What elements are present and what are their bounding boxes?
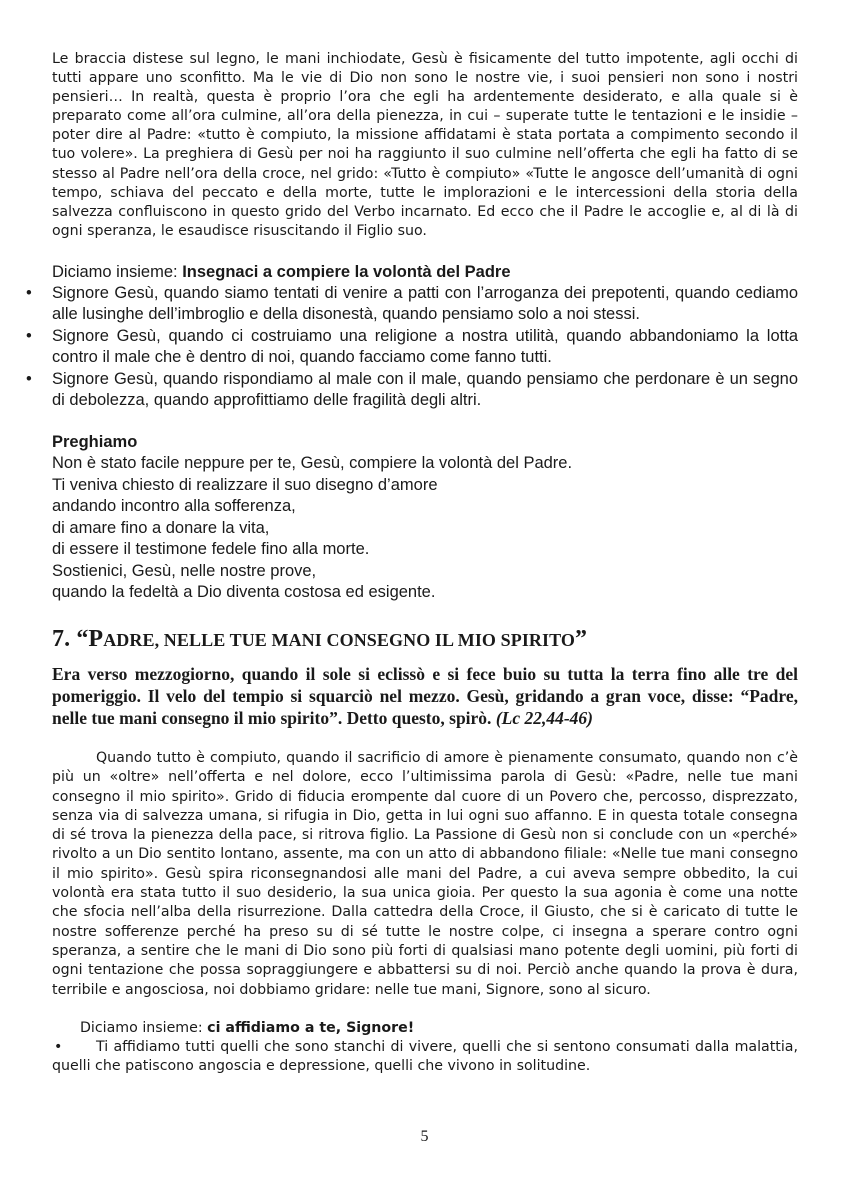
page-number: 5 [420,1128,429,1145]
prayer-title: Preghiamo [52,432,138,451]
prayer-line: di essere il testimone fedele fino alla morte. [52,540,370,559]
gospel-text: Era verso mezzogiorno, quando il sole si eclissò e si fece buio su tutta la terra fino alle tre del pomeriggio. Il velo del tempio si squarciò nel mezzo. Gesù, gridando a gran voce, disse: “Padre, nelle tue mani consegno il mio spirito”. Detto questo, spirò. [52,663,798,728]
bullet-icon: • [26,326,32,345]
prayer-line: Ti veniva chiesto di realizzare il suo disegno d’amore [52,475,438,494]
response-text: Insegnaci a compiere la volontà del Padre [182,262,511,281]
section-heading [52,626,798,653]
section-number: 7. [52,625,77,652]
list-item [26,283,798,326]
invocations-list [26,283,798,412]
list-item-text: Signore Gesù, quando siamo tentati di venire a patti con l’arroganza dei prepotenti, quando cediamo alle lusinghe dell’imbroglio e della disonestà, quando pensiamo solo a noi stessi. [52,283,798,324]
list-item [26,326,798,369]
bullet-icon: • [26,283,32,302]
intro-paragraph: Le braccia distese sul legno, le mani inchiodate, Gesù è fisicamente del tutto impotente, agli occhi di tutti appare uno sconfitto. Ma le vie di Dio non sono le nostre vie, i suoi pensieri non sono i nostri pensieri… In realtà, questa è proprio l’ora che egli ha ardentemente desiderato, e alla quale si è preparato come all’ora culmine, all’ora della pienezza, in cui – superate tutte le tentazioni e le insidie – poter dire al Padre: «tutto è compiuto, la missione affidatami è stata portata a compimento secondo il tuo volere». La preghiera di Gesù per noi ha raggiunto il suo culmine nell’offerta che egli ha fatto di se stesso al Padre nell’ora della croce, nel grido: «Tutto è compiuto» «Tutte le angosce dell’umanità di ogni tempo, schiava del peccato e della morte, tutte le implorazioni e le intercessioni della storia della salvezza confluiscono in questo grido del Verbo incarnato. Ed ecco che il Padre le accoglie e, al di là di ogni speranza, le esaudisce risuscitando il Figlio suo. [52,51,798,239]
response-lead [52,262,798,283]
section-title-close: ” [575,625,588,652]
list-item [26,369,798,412]
reflection-paragraph: Quando tutto è compiuto, quando il sacrificio di amore è pienamente consumato, quando non c’è più un «oltre» nell’offerta e nel dolore, ecco l’ultimissima parola di Gesù: «Padre, nelle tue mani consegno il mio spirito». Grido di fiducia erompente dal cuore di un Povero che, percosso, disprezzato, senza via di salvezza umana, si rifugia in Dio, getta in lui ogni suo affanno. E in questa totale consegna di sé trova la pienezza della pace, si ritrova figlio. La Passione di Gesù non si conclude con un «perché» rivolto a un Dio sentito lontano, assente, ma con un atto di abbandono filiale: «Nelle tue mani consegno il mio spirito». Gesù spira riconsegnandosi alle mani del Padre, a cui aveva sempre obbedito, la cui volontà era stata tutto il suo desiderio, la sua unica gioia. Per questo la sua agonia è come una notte che sfocia nell’alba della risurrezione. Dalla cattedra della Croce, il Giusto, che si è caricato di tutte le nostre sofferenze perché ha preso su di sé tutte le nostre colpe, ci insegna a sperare contro ogni speranza, a sentire che le mani di Dio sono più forti di qualsiasi mano potente degli uomini, più forti di ogni tentazione che possa sopraggiungere e abbattersi su di noi. Perciò anche quando la prova è dura, terribile e angosciosa, noi dobbiamo gridare: nelle tue mani, Signore, sono al sicuro. [52,749,798,998]
response-lead-2 [52,1019,798,1038]
list-item-text: Signore Gesù, quando rispondiamo al male con il male, quando pensiamo che perdonare è un segno di debolezza, quando approfittiamo delle fragilità degli altri. [52,369,798,410]
gospel-passage [52,663,798,729]
prayer-line: quando la fedeltà a Dio diventa costosa ed esigente. [52,583,436,602]
section-title-open: “P [76,625,104,652]
list-item-text: Ti affidiamo tutti quelli che sono stanchi di vivere, quelli che si sentono consumati dalla malattia, quelli che patiscono angoscia e depressione, quelli che vivono in solitudine. [52,1038,798,1074]
list-item-text: Signore Gesù, quando ci costruiamo una religione a nostra utilità, quando abbandoniamo la lotta contro il male che è dentro di noi, quando facciamo come fanno tutti. [52,326,798,367]
response-text: ci affidiamo a te, Signore! [207,1019,415,1036]
prayer-block [52,432,798,604]
prayer-line: andando incontro alla sofferenza, [52,497,296,516]
section-title-smallcaps: ADRE, NELLE TUE MANI CONSEGNO IL MIO SPIRITO [103,629,576,650]
list-item [52,1038,798,1076]
document-page [26,50,798,1076]
prayer-line: Non è stato facile neppure per te, Gesù, compiere la volontà del Padre. [52,454,573,473]
response-lead-text: Diciamo insieme: [52,262,183,281]
response-lead-text: Diciamo insieme: [80,1019,208,1036]
bullet-icon: • [54,1038,63,1055]
prayer-line: di amare fino a donare la vita, [52,518,270,537]
bullet-icon: • [26,369,32,388]
gospel-reference: (Lc 22,44-46) [495,707,594,728]
prayer-line: Sostienici, Gesù, nelle nostre prove, [52,561,317,580]
